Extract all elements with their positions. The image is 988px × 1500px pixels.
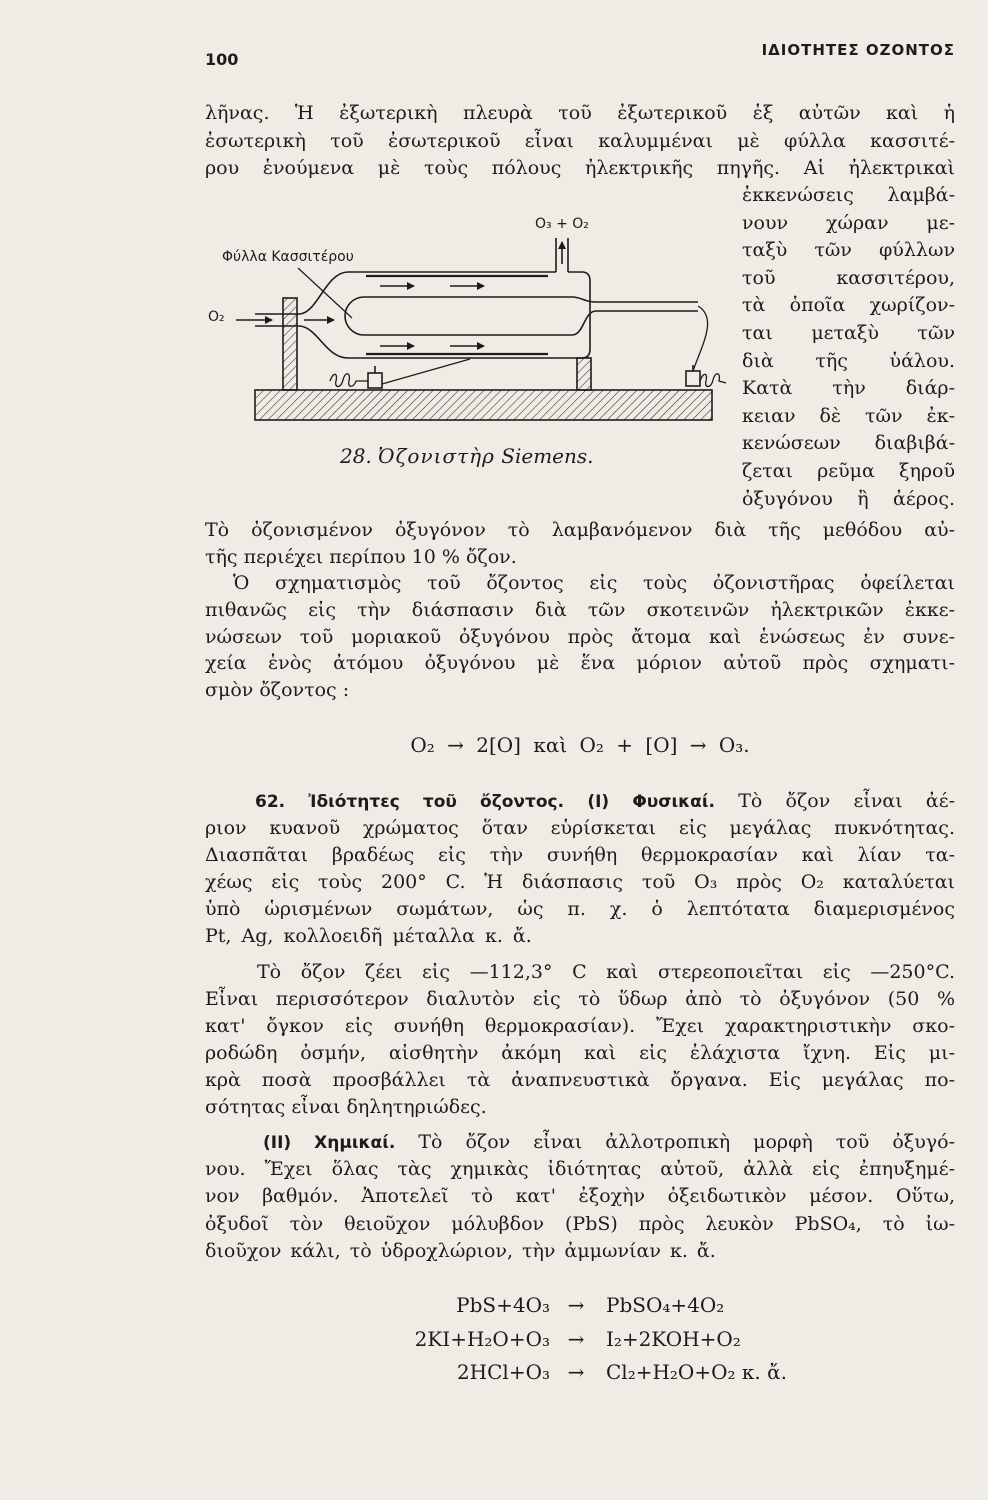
reaction-row bbox=[205, 1356, 955, 1390]
text-line: διὰ τῆς ὑάλου. bbox=[742, 349, 955, 372]
text-line: νώσεων τοῦ μοριακοῦ ὀξυγόνου πρὸς ἄτομα καὶ ἑνώσεως ἐν συνε- bbox=[205, 625, 955, 648]
text-line: ὀξυγόνου ἢ ἀέρος. bbox=[742, 487, 955, 510]
text-line: κενώσεων διαβιβά- bbox=[742, 432, 955, 455]
subsection-heading-physical: (I) Φυσικαί. bbox=[587, 792, 715, 812]
left-support bbox=[283, 298, 297, 390]
physical-properties-paragraph bbox=[205, 788, 955, 950]
text-line: Εἶναι περισσότερον διαλυτὸν εἰς τὸ ὕδωρ ἀπὸ τὸ ὀξυγόνον (50 % bbox=[205, 988, 955, 1010]
text-line: Ὁ σχηματισμὸς τοῦ ὄζοντος εἰς τοὺς ὀζονιστῆρας ὀφείλεται bbox=[233, 572, 955, 595]
reaction-equations bbox=[205, 1289, 955, 1390]
figure-caption bbox=[340, 444, 594, 468]
tin-foil-label: Φύλλα Κασσιτέρου bbox=[222, 249, 354, 265]
caption-name: Siemens. bbox=[501, 444, 594, 468]
text-line: Διασπᾶται βραδέως εἰς τὴν συνήθη θερμοκρασίαν καὶ λίαν τα- bbox=[205, 844, 955, 866]
reaction-reactants: PbS+4O₃ bbox=[456, 1293, 550, 1317]
text-line bbox=[205, 788, 955, 815]
ozonizer-diagram bbox=[200, 200, 730, 430]
text-line: Τὸ ὀζονισμένον ὀξυγόνον τὸ λαμβανόμενον διὰ τῆς μεθόδου αὐ- bbox=[205, 519, 955, 541]
text-line: διοῦχον κάλι, τὸ ὑδροχλώριον, τὴν ἀμμωνίαν κ. ἄ. bbox=[205, 1239, 716, 1262]
text-line: σμὸν ὄζοντος : bbox=[205, 679, 350, 702]
caption-number: 28. bbox=[340, 444, 372, 468]
coil-wire-left bbox=[330, 374, 368, 387]
right-support bbox=[577, 358, 591, 390]
outlet-gas-label: O₃ + O₂ bbox=[535, 216, 589, 232]
terminal-wire-left bbox=[382, 359, 470, 384]
text-line: σότητας εἶναι δηλητηριώδες. bbox=[205, 1096, 487, 1118]
reaction-reactants: 2KI+H₂O+O₃ bbox=[414, 1326, 550, 1351]
text-line: νου. Ἔχει ὅλας τὰς χημικὰς ἰδιότητας αὐτοῦ, ἀλλὰ εἰς ἐπηυξημέ- bbox=[205, 1158, 955, 1181]
mechanism-paragraph bbox=[205, 517, 955, 704]
running-title: ΙΔΙΟΤΗΤΕΣ ΟΖΟΝΤΟΣ bbox=[761, 41, 955, 59]
terminal-wire-right bbox=[693, 306, 708, 371]
text-line: χέως εἰς τοὺς 200° C. Ἡ διάσπασις τοῦ O₃ πρὸς O₂ καταλύεται bbox=[205, 871, 956, 893]
text-line: ἐκκενώσεις λαμβά- bbox=[742, 184, 955, 206]
text-line: κειαν δὲ τῶν ἐκ- bbox=[742, 404, 955, 427]
text-line: ρου ἑνούμενα μὲ τοὺς πόλους ἠλεκτρικῆς πηγῆς. Αἱ ἠλεκτρικαὶ bbox=[205, 157, 955, 179]
text-line: ἐσωτερικὴ τοῦ ἐσωτερικοῦ εἶναι καλυμμέναι μὲ φύλλα κασσιτέ- bbox=[205, 129, 955, 152]
base-plate bbox=[255, 390, 712, 420]
text-line: λῆνας. Ἡ ἐξωτερικὴ πλευρὰ τοῦ ἐξωτερικοῦ ἐξ αὐτῶν καὶ ἡ bbox=[205, 102, 955, 124]
text-line: ριον κυανοῦ χρώματος ὅταν εὑρίσκεται εἰς μεγάλας πυκνότητας. bbox=[205, 817, 955, 839]
text-line: νουν χώραν με- bbox=[742, 211, 955, 234]
text-line: τὰ ὁποῖα χωρίζον- bbox=[742, 294, 955, 317]
text-line bbox=[205, 1129, 955, 1156]
tin-foil-outer bbox=[366, 276, 548, 354]
text-line: νον βαθμόν. Ἀποτελεῖ τὸ κατ' ἐξοχὴν ὀξειδωτικὸν μέσον. Οὕτω, bbox=[205, 1185, 955, 1208]
text-line: ταξὺ τῶν φύλλων bbox=[742, 239, 955, 262]
reaction-arrow-icon: → bbox=[567, 1293, 585, 1317]
text-line: χεία ἑνὸς ἀτόμου ὀξυγόνου μὲ ἕνα μόριον αὐτοῦ πρὸς σχηματι- bbox=[205, 652, 955, 675]
boiling-point-paragraph bbox=[205, 959, 955, 1121]
terminal-right bbox=[686, 371, 700, 386]
text-line: Κατὰ τὴν διάρ- bbox=[742, 377, 955, 400]
side-column bbox=[742, 182, 955, 513]
text-line: ζεται ρεῦμα ξηροῦ bbox=[742, 459, 955, 482]
text-line: κρὰ ποσὰ προσβάλλει τὰ ἀναπνευστικὰ ὄργανα. Εἰς μεγάλας πο- bbox=[205, 1069, 955, 1091]
coil-wire-right bbox=[700, 374, 726, 387]
subsection-heading-chemical: (II) Χημικαί. bbox=[263, 1133, 396, 1153]
text-line: ται μεταξὺ τῶν bbox=[742, 321, 955, 344]
text-line: τῆς περιέχει περίπου 10 % ὄζον. bbox=[205, 545, 517, 568]
text-segment: Τὸ ὄζον εἶναι ἀλλοτροπικὴ μορφὴ τοῦ ὀξυγό- bbox=[418, 1131, 956, 1153]
text-line: πιθανῶς εἰς τὴν διάσπασιν διὰ τῶν σκοτεινῶν ἠλεκτρικῶν ἐκκε- bbox=[205, 599, 955, 622]
reaction-reactants: 2HCl+O₃ bbox=[456, 1360, 550, 1384]
foil-leader-line bbox=[298, 268, 352, 318]
text-line: τοῦ κασσιτέρου, bbox=[742, 266, 955, 289]
text-line: ροδώδη ὀσμήν, αἰσθητὴν ἀκόμη καὶ εἰς ἐλάχιστα ἴχνη. Εἰς μι- bbox=[205, 1042, 955, 1064]
text-line: ὑπὸ ὡρισμένων σωμάτων, ὡς π. χ. ὁ λεπτότατα διαμερισμένος bbox=[205, 898, 955, 920]
text-line: κατ' ὄγκον εἰς συνήθη θερμοκρασίαν). Ἔχει χαρακτηριστικὴν σκο- bbox=[205, 1015, 955, 1037]
formation-equation: O₂ → 2[O] καὶ O₂ + [O] → O₃. bbox=[410, 733, 750, 757]
section-heading: 62. Ἰδιότητες τοῦ ὄζοντος. bbox=[255, 792, 565, 812]
reaction-products: PbSO₄+4O₂ bbox=[606, 1293, 725, 1317]
inner-tube bbox=[345, 297, 698, 335]
text-line: ὀξυδοῖ τὸν θειοῦχον μόλυβδον (PbS) πρὸς λευκὸν PbSO₄, τὸ ἰω- bbox=[205, 1212, 955, 1235]
reaction-arrow-icon: → bbox=[567, 1326, 585, 1351]
text-line: Pt, Ag, κολλοειδῆ μέταλλα κ. ἄ. bbox=[205, 925, 532, 947]
inlet-gas-label: O₂ bbox=[208, 309, 225, 325]
reaction-row bbox=[205, 1289, 955, 1323]
outer-tube bbox=[300, 272, 590, 358]
page-number: 100 bbox=[205, 50, 239, 69]
reaction-row bbox=[205, 1323, 955, 1357]
text-line: Τὸ ὄζον ζέει εἰς —112,3° C καὶ στερεοποιεῖται εἰς —250°C. bbox=[257, 961, 955, 983]
chemical-properties-paragraph bbox=[205, 1129, 955, 1265]
reaction-products: Cl₂+H₂O+O₂ κ. ἄ. bbox=[606, 1360, 787, 1384]
caption-title: Ὀζονιστὴρ bbox=[378, 444, 495, 468]
reaction-arrow-icon: → bbox=[567, 1360, 585, 1384]
text-segment: Τὸ ὄζον εἶναι ἀέ- bbox=[738, 790, 955, 812]
intro-paragraph bbox=[205, 100, 955, 183]
terminal-left bbox=[368, 373, 382, 388]
reaction-products: I₂+2KOH+O₂ bbox=[606, 1326, 741, 1351]
